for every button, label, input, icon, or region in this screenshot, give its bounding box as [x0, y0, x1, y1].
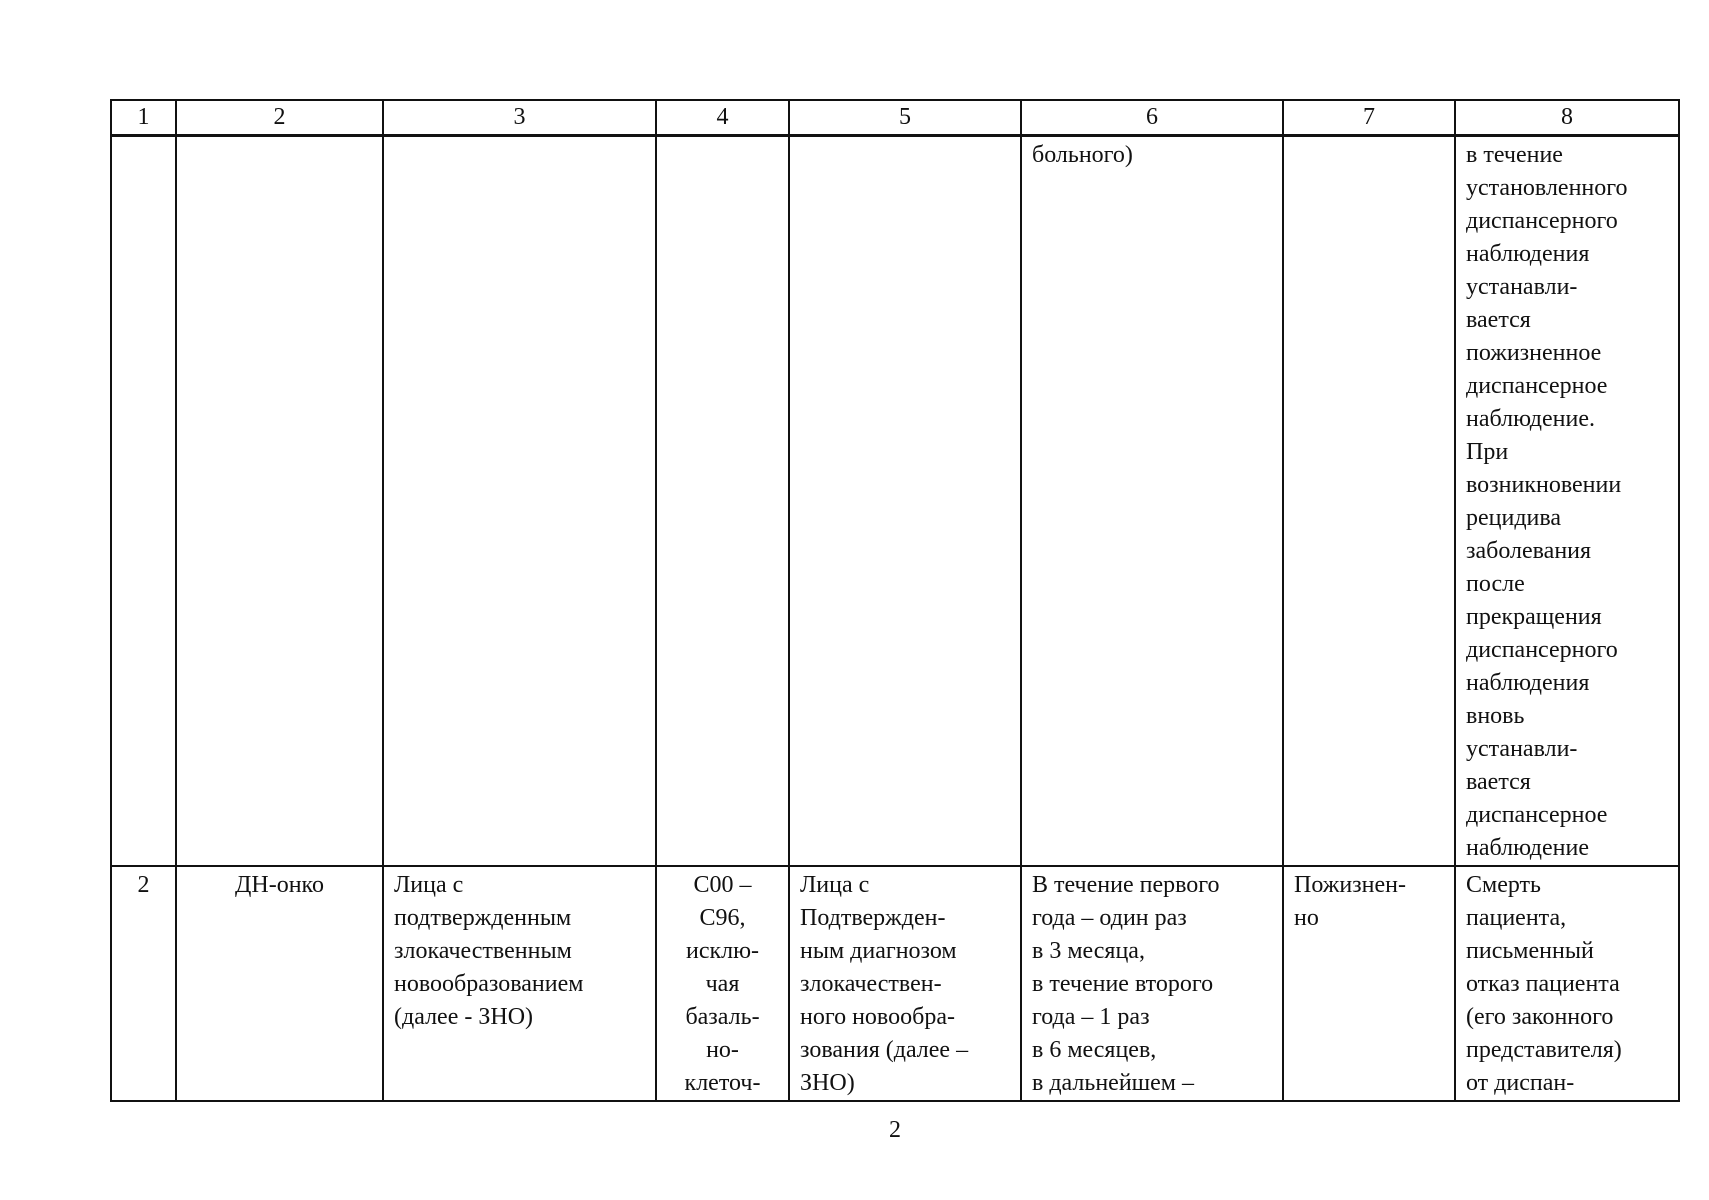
header-cell — [789, 100, 1021, 136]
text-line: отказ пациента — [1466, 971, 1620, 997]
text-line: чая — [705, 971, 740, 997]
header-cell — [656, 100, 789, 136]
header-row — [111, 100, 1679, 136]
text-line: вновь — [1466, 703, 1525, 729]
header-label: 6 — [1146, 104, 1158, 130]
cell-text — [177, 137, 382, 139]
header-cell — [1021, 100, 1283, 136]
table-cell — [176, 136, 383, 867]
diagnosis-description — [790, 867, 1020, 1100]
text-line: диспансерное — [1466, 802, 1608, 828]
table-cell — [1021, 866, 1283, 1101]
text-line: (далее - ЗНО) — [394, 1004, 534, 1030]
table-cell — [789, 136, 1021, 867]
table-cell — [1021, 136, 1283, 867]
header-label: 7 — [1363, 104, 1375, 130]
termination-conditions — [1456, 867, 1678, 1100]
text-line: ДН-онко — [235, 872, 324, 898]
row-number — [112, 867, 175, 902]
text-line: клеточ- — [684, 1070, 761, 1096]
text-line: пациента, — [1466, 905, 1567, 931]
text-line: исклю- — [685, 938, 760, 964]
text-line: наблюдение — [1466, 835, 1589, 861]
text-line: подтвержденным — [394, 905, 572, 931]
text-line: в течение второго — [1032, 971, 1214, 997]
visit-frequency — [1022, 867, 1282, 1100]
text-line: диспансерного — [1466, 208, 1618, 234]
text-line: злокачественным — [394, 938, 572, 964]
text-line: Смерть — [1466, 872, 1541, 898]
group-code — [177, 867, 382, 902]
text-line: установленного — [1466, 175, 1628, 201]
text-line: представителя) — [1466, 1037, 1622, 1063]
text-line: прекращения — [1466, 604, 1602, 630]
text-line: С00 – — [693, 872, 752, 898]
text-line: в 3 месяца, — [1032, 938, 1145, 964]
text-line: диспансерное — [1466, 373, 1608, 399]
text-line: года – 1 раз — [1032, 1004, 1150, 1030]
table-row — [111, 866, 1679, 1101]
text-line: устанавли- — [1466, 274, 1578, 300]
text-line: При — [1466, 439, 1509, 465]
header-label: 8 — [1561, 104, 1573, 130]
text-line: 2 — [137, 872, 150, 898]
cell-text — [112, 137, 175, 139]
header-cell — [1455, 100, 1679, 136]
text-line: вается — [1466, 769, 1531, 795]
table-cell — [656, 136, 789, 867]
table-cell — [1283, 136, 1455, 867]
text-line: после — [1466, 571, 1525, 597]
page-number: 2 — [889, 1117, 901, 1143]
icd-codes — [657, 867, 788, 1100]
table-cell — [1455, 136, 1679, 867]
text-line: ного новообра- — [800, 1004, 955, 1030]
text-line: больного) — [1032, 142, 1133, 168]
text-line: рецидива — [1466, 505, 1562, 531]
text-line: диспансерного — [1466, 637, 1618, 663]
text-line: злокачествен- — [800, 971, 942, 997]
header-cell — [111, 100, 176, 136]
cell-text — [1022, 137, 1282, 172]
monitoring-table — [110, 99, 1680, 1102]
text-line: Пожизнен- — [1294, 872, 1406, 898]
text-line: заболевания — [1466, 538, 1592, 564]
text-line: Лица с — [394, 872, 464, 898]
text-line: письменный — [1466, 938, 1594, 964]
header-cell — [1283, 100, 1455, 136]
text-line: но — [1294, 905, 1319, 931]
text-line: в 6 месяцев, — [1032, 1037, 1157, 1063]
table-cell — [656, 866, 789, 1101]
text-line: ЗНО) — [800, 1070, 855, 1096]
header-label: 1 — [137, 104, 150, 130]
text-line: от диспан- — [1466, 1070, 1575, 1096]
text-line: С96, — [699, 905, 746, 931]
text-line: Подтвержден- — [800, 905, 946, 931]
text-line: В течение первого — [1032, 872, 1220, 898]
cell-text — [657, 137, 788, 139]
table-cell — [1455, 866, 1679, 1101]
text-line: зования (далее – — [800, 1037, 969, 1063]
header-label: 3 — [513, 104, 526, 130]
text-line: вается — [1466, 307, 1531, 333]
text-line: Лица с — [800, 872, 870, 898]
table-row — [111, 136, 1679, 867]
text-line: года – один раз — [1032, 905, 1187, 931]
text-line: (его законного — [1466, 1004, 1614, 1030]
header-label: 5 — [899, 104, 911, 130]
text-line: ным диагнозом — [800, 938, 957, 964]
text-line: в дальнейшем – — [1032, 1070, 1194, 1096]
header-label: 2 — [273, 104, 286, 130]
table-cell — [111, 136, 176, 867]
header-cell — [176, 100, 383, 136]
table-cell — [789, 866, 1021, 1101]
text-line: в течение — [1466, 142, 1563, 168]
monitoring-duration — [1284, 867, 1454, 935]
text-line: базаль- — [685, 1004, 760, 1030]
cell-text — [384, 137, 655, 139]
text-line: наблюдение. — [1466, 406, 1595, 432]
text-line: устанавли- — [1466, 736, 1578, 762]
text-line: наблюдения — [1466, 670, 1590, 696]
cell-text — [790, 137, 1020, 139]
header-cell — [383, 100, 656, 136]
header-label: 4 — [716, 104, 729, 130]
table-cell — [383, 136, 656, 867]
text-line: новообразованием — [394, 971, 584, 997]
text-line: но- — [706, 1037, 739, 1063]
table-cell — [383, 866, 656, 1101]
table-cell — [1283, 866, 1455, 1101]
patient-category — [384, 867, 655, 1034]
text-line: наблюдения — [1466, 241, 1590, 267]
text-line: пожизненное — [1466, 340, 1602, 366]
table-cell — [111, 866, 176, 1101]
cell-text — [1456, 137, 1678, 865]
table-cell — [176, 866, 383, 1101]
cell-text — [1284, 137, 1454, 139]
text-line: возникновении — [1466, 472, 1622, 498]
